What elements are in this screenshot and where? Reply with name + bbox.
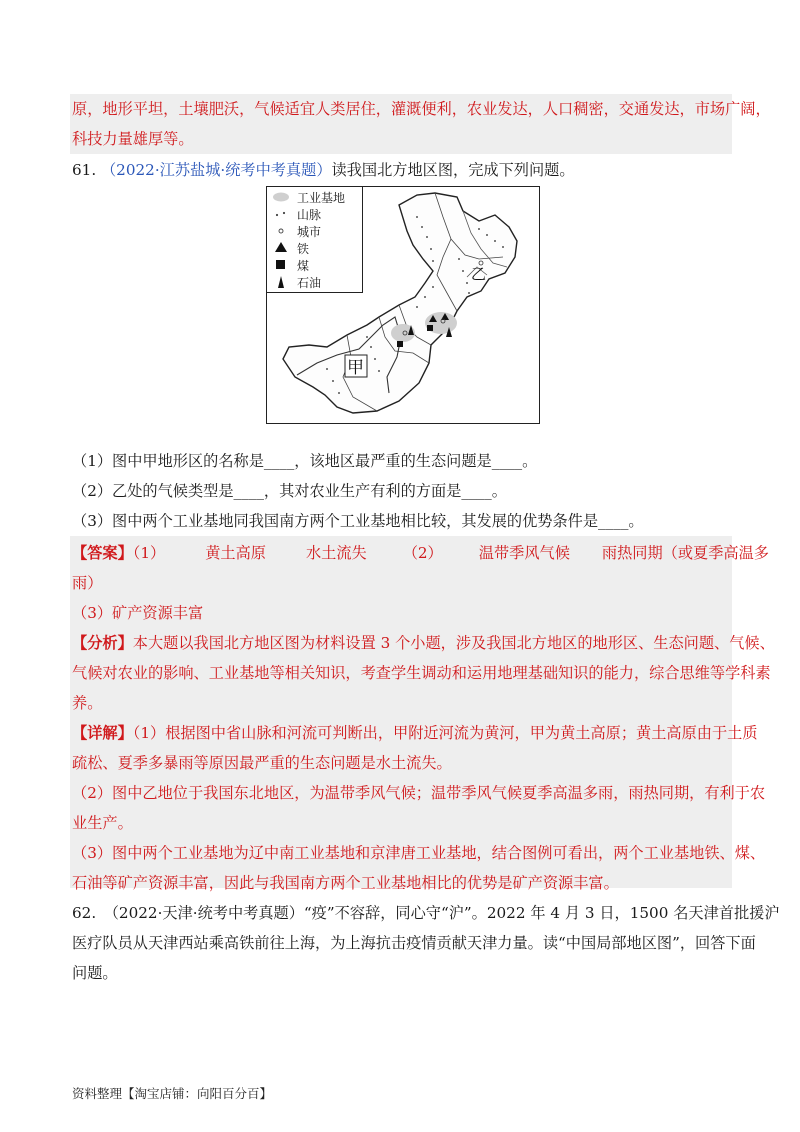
answer-line-2: 雨） [72,574,103,592]
detail-line-2: 疏松、夏季多暴雨等原因最严重的生态问题是水土流失。 [72,754,452,772]
q61-stem-text: 读我国北方地区图，完成下列问题。 [331,161,575,179]
coal-symbol [397,341,403,347]
answer-line-3: （3）矿产资源丰富 [72,604,204,622]
legend-item-coal: 煤 [271,258,291,274]
detail-line-5: （3）图中两个工业基地为辽中南工业基地和京津唐工业基地，结合图例可看出，两个工业基地铁、煤、 [72,844,766,862]
q61-sub2: （2）乙处的气候类型是____，其对农业生产有利的方面是____。 [72,482,507,500]
detail-line-4: 业生产。 [72,814,133,832]
legend-item-oil: 石油 [271,275,291,291]
legend-item-industrial-base: 工业基地 [271,190,291,206]
q61-stem [72,155,732,185]
legend-item-iron: 铁 [271,241,291,257]
q61-sub3: （3）图中两个工业基地同我国南方两个工业基地相比较，其发展的优势条件是____。 [72,512,644,530]
detail-line-6: 石油等矿产资源丰富，因此与我国南方两个工业基地相比的优势是矿产资源丰富。 [72,874,619,892]
analysis-line-3: 养。 [72,694,103,712]
answer-tag: 【答案】 [72,544,133,562]
map-drawing [267,187,539,423]
jia-label: 甲 [347,358,364,378]
legend-item-mountain: 山脉 [271,207,291,223]
q62-line-1: 62. （2022·天津·统考中考真题）“疫”不容辞，同心守“沪”。2022 年 4 月 3 日，1500 名天津首批援沪 [72,904,780,922]
detail-tag: 【详解】 [72,724,133,742]
legend-item-city: 城市 [271,224,291,240]
coal-symbol [427,325,433,331]
q61-number: 61. [72,161,97,179]
q62-line-3: 问题。 [72,964,118,982]
detail-line-1: 【详解】（1）根据图中省山脉和河流可判断出，甲附近河流为黄河，甲为黄土高原；黄土高原由于土质 [72,724,758,742]
answer-line-1: 【答案】（1） 黄土高原 水土流失 （2） 温带季风气候 雨热同期（或夏季高温多 [72,544,769,562]
northern-region-outline [283,193,517,413]
q62-line-2: 医疗队员从天津西站乘高铁前往上海，为上海抗击疫情贡献天津力量。读“中国局部地区图”，回答下面 [72,934,756,952]
northern-china-map [266,186,540,424]
yi-label: 乙 [471,265,487,283]
prev-answer-line-2: 科技力量雄厚等。 [72,130,194,148]
analysis-line-2: 气候对农业的影响、工业基地等相关知识，考查学生调动和运用地理基础知识的能力，综合思维等学科素 [72,664,771,682]
detail-line-3: （2）图中乙地位于我国东北地区，为温带季风气候；温带季风气候夏季高温多雨，雨热同期，有利于农 [72,784,766,802]
analysis-tag: 【分析】 [72,634,133,652]
page-footer: 资料整理【淘宝店铺：向阳百分百】 [72,1086,273,1101]
analysis-line-1: 【分析】本大题以我国北方地区图为材料设置 3 个小题，涉及我国北方地区的地形区、生态问题、气候、 [72,634,775,652]
q61-sub1: （1）图中甲地形区的名称是____，该地区最严重的生态问题是____。 [72,452,538,470]
prev-answer-line-1: 原，地形平坦，土壤肥沃，气候适宜人类居住，灌溉便利，农业发达，人口稠密，交通发达，市场广阔， [72,100,771,118]
q61-source: （2022·江苏盐城·统考中考真题） [100,161,332,179]
